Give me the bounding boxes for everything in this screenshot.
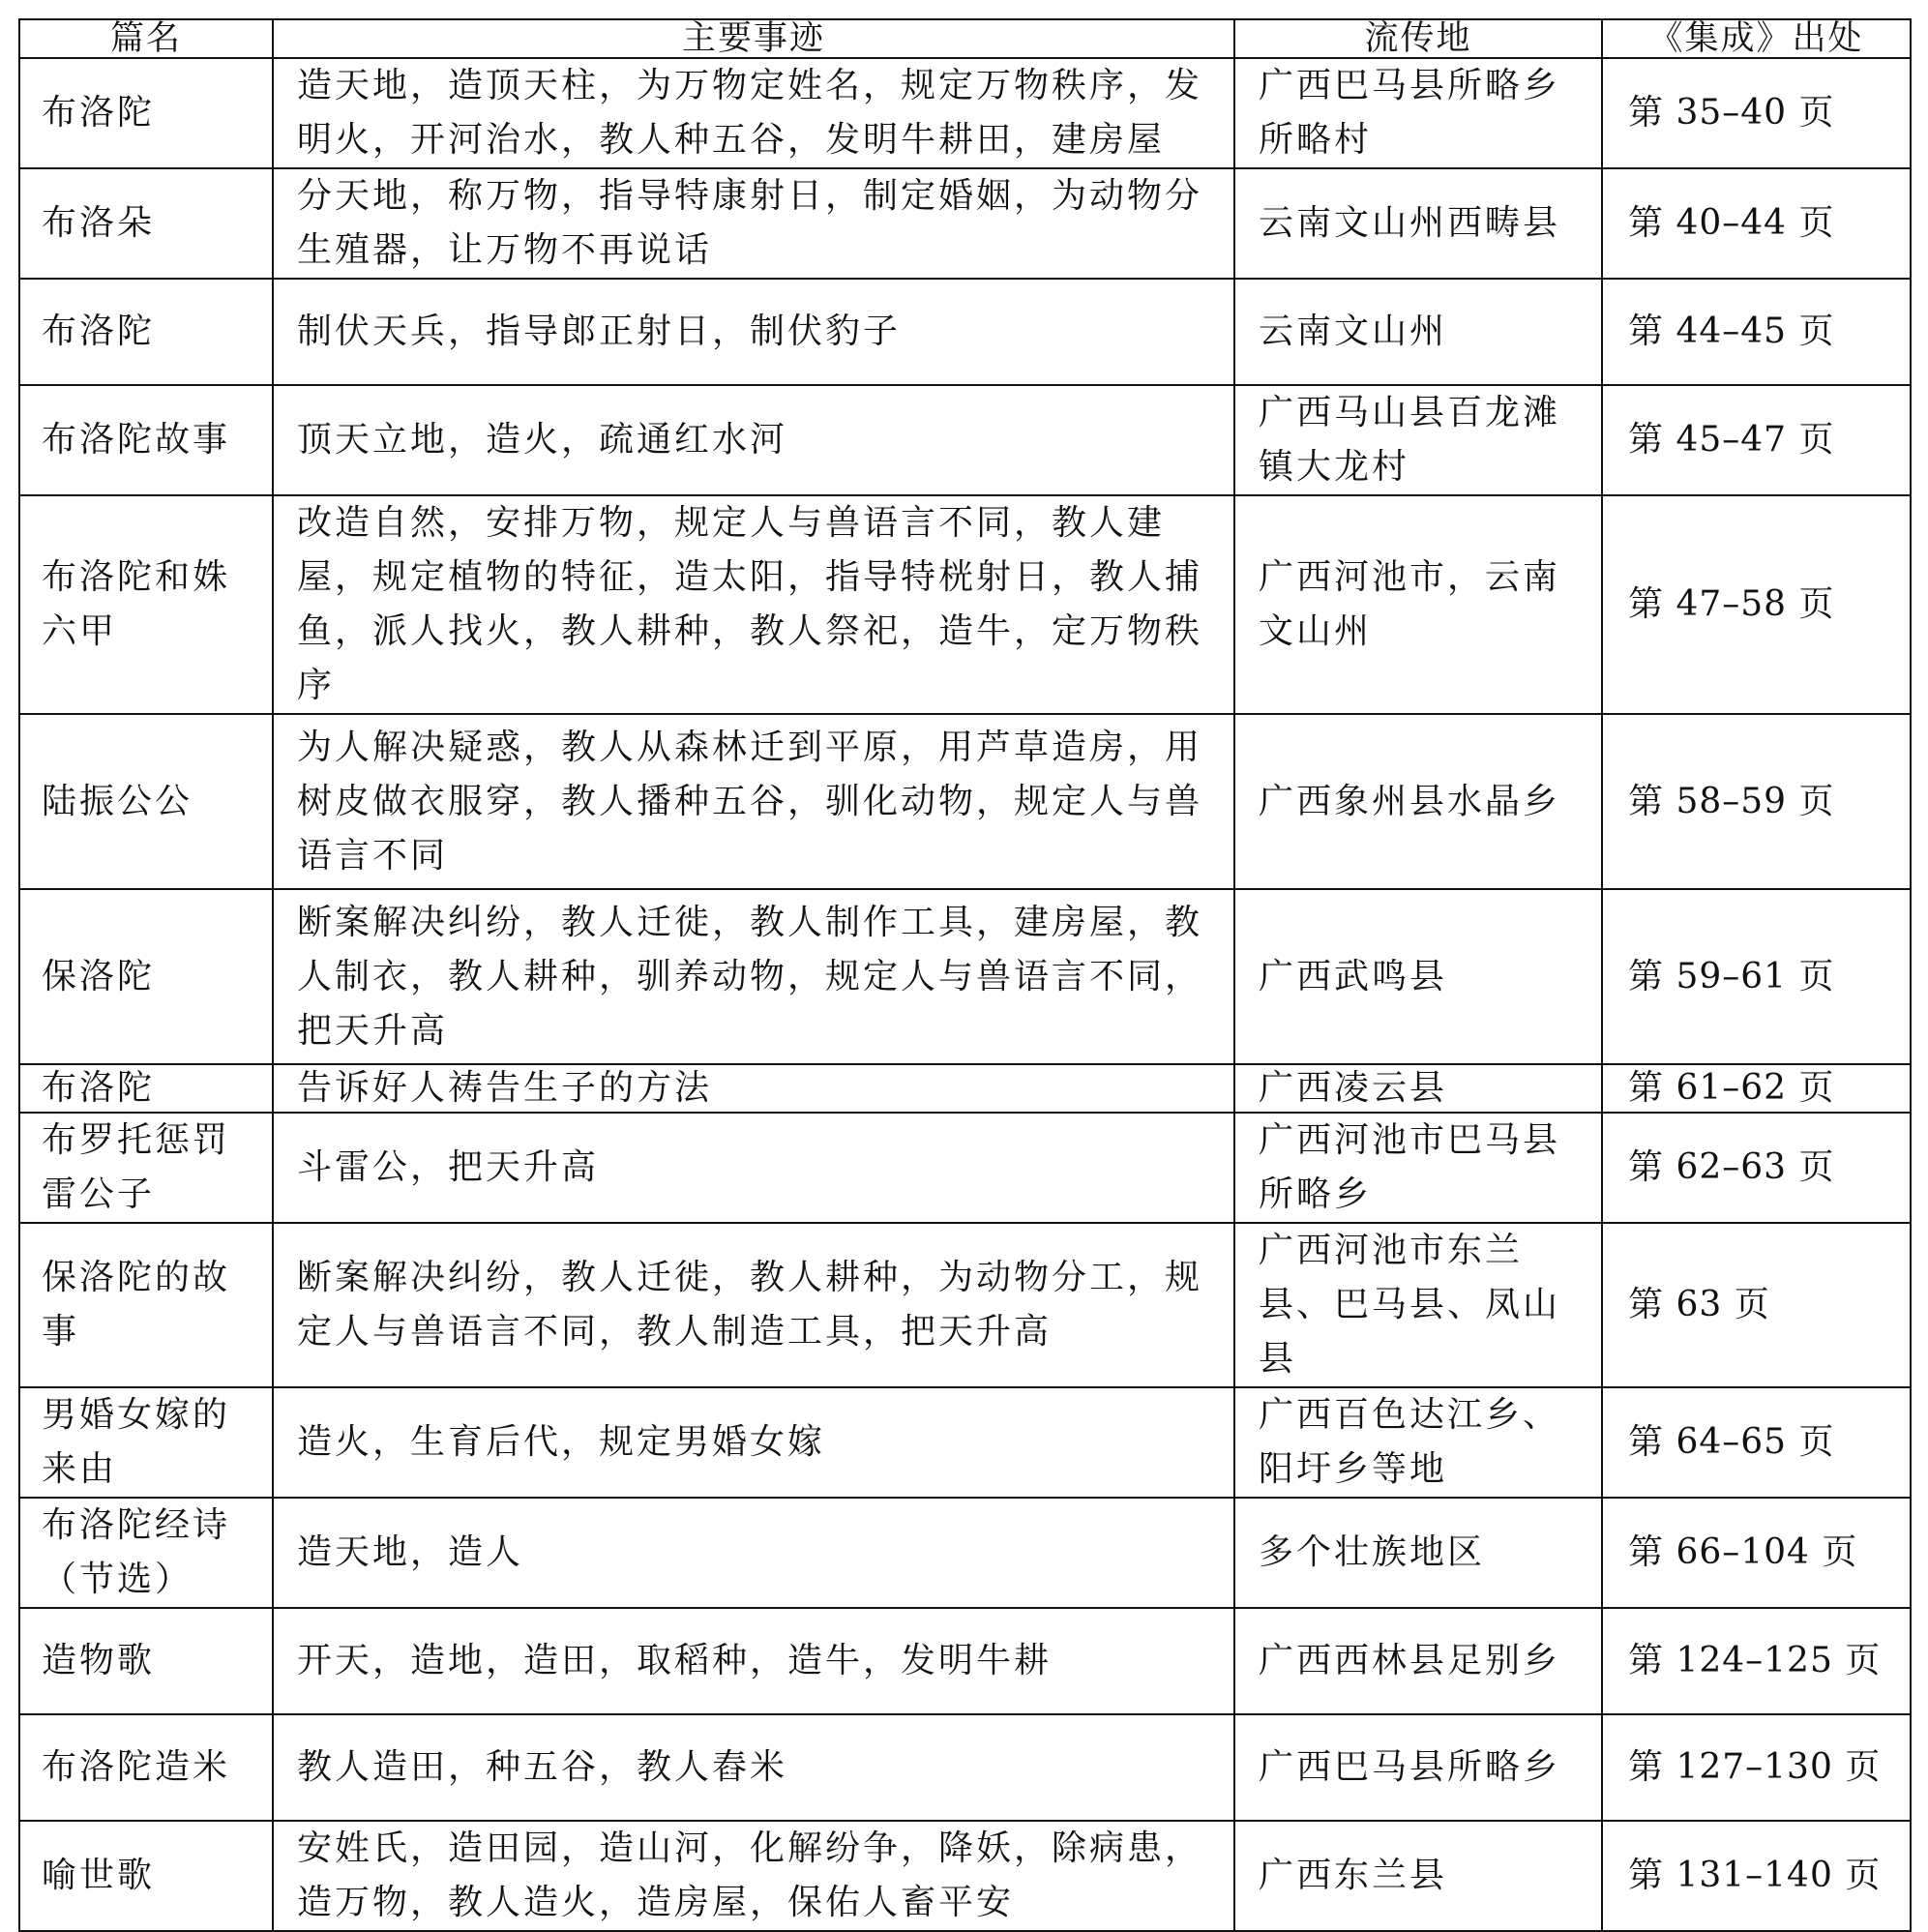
cell-place: 广西百色达江乡、阳圩乡等地: [1234, 1387, 1602, 1498]
cell-deeds: 造天地，造人: [273, 1498, 1234, 1608]
header-deeds: 主要事迹: [273, 19, 1234, 58]
header-source: 《集成》出处: [1602, 19, 1911, 58]
cell-title: 布洛陀: [19, 58, 273, 168]
cell-deeds: 为人解决疑惑，教人从森林迁到平原，用芦草造房，用树皮做衣服穿，教人播种五谷，驯化动物，规定人与兽语言不同: [273, 714, 1234, 889]
table-row: [19, 1113, 1911, 1223]
table-row: [19, 1498, 1911, 1608]
table-row: [19, 1387, 1911, 1498]
cell-title: 布洛陀和姝六甲: [19, 495, 273, 714]
cell-deeds: 造火，生育后代，规定男婚女嫁: [273, 1387, 1234, 1498]
cell-deeds: 教人造田，种五谷，教人舂米: [273, 1714, 1234, 1821]
cell-place: 广西凌云县: [1234, 1064, 1602, 1113]
cell-page: 第 40–44 页: [1602, 168, 1911, 279]
table-row: [19, 495, 1911, 714]
cell-place: 广西河池市，云南文山州: [1234, 495, 1602, 714]
cell-title: 保洛陀的故事: [19, 1223, 273, 1387]
table-header: [19, 19, 1911, 58]
table-body: [19, 58, 1911, 1931]
cell-place: 广西武鸣县: [1234, 889, 1602, 1064]
header-place: 流传地: [1234, 19, 1602, 58]
table-row: [19, 1223, 1911, 1387]
table-row: [19, 168, 1911, 279]
cell-place: 云南文山州西畴县: [1234, 168, 1602, 279]
table-row: [19, 714, 1911, 889]
cell-title: 布洛陀经诗（节选）: [19, 1498, 273, 1608]
cell-title: 布罗托惩罚雷公子: [19, 1113, 273, 1223]
cell-place: 广西象州县水晶乡: [1234, 714, 1602, 889]
cell-page: 第 47–58 页: [1602, 495, 1911, 714]
cell-title: 造物歌: [19, 1608, 273, 1714]
cell-deeds: 开天，造地，造田，取稻种，造牛，发明牛耕: [273, 1608, 1234, 1714]
cell-title: 布洛陀: [19, 279, 273, 385]
cell-place: 广西河池市东兰县、巴马县、凤山县: [1234, 1223, 1602, 1387]
cell-page: 第 64–65 页: [1602, 1387, 1911, 1498]
cell-page: 第 63 页: [1602, 1223, 1911, 1387]
cell-deeds: 改造自然，安排万物，规定人与兽语言不同，教人建屋，规定植物的特征，造太阳，指导特桄射日，教人捕鱼，派人找火，教人耕种，教人祭祀，造牛，定万物秩序: [273, 495, 1234, 714]
cell-title: 保洛陀: [19, 889, 273, 1064]
cell-deeds: 告诉好人祷告生子的方法: [273, 1064, 1234, 1113]
cell-deeds: 安姓氏，造田园，造山河，化解纷争，降妖，除病患，造万物，教人造火，造房屋，保佑人畜平安: [273, 1821, 1234, 1931]
cell-title: 布洛陀: [19, 1064, 273, 1113]
cell-place: 广西巴马县所略乡所略村: [1234, 58, 1602, 168]
cell-page: 第 35–40 页: [1602, 58, 1911, 168]
cell-title: 布洛陀造米: [19, 1714, 273, 1821]
cell-page: 第 58–59 页: [1602, 714, 1911, 889]
cell-deeds: 顶天立地，造火，疏通红水河: [273, 385, 1234, 495]
cell-page: 第 45–47 页: [1602, 385, 1911, 495]
cell-deeds: 斗雷公，把天升高: [273, 1113, 1234, 1223]
header-row: [19, 19, 1911, 58]
table-container: [18, 18, 1910, 1932]
table-row: [19, 385, 1911, 495]
cell-deeds: 制伏天兵，指导郎正射日，制伏豹子: [273, 279, 1234, 385]
cell-deeds: 断案解决纠纷，教人迁徙，教人耕种，为动物分工，规定人与兽语言不同，教人制造工具，把天升高: [273, 1223, 1234, 1387]
table-row: [19, 1714, 1911, 1821]
table-row: [19, 1064, 1911, 1113]
cell-place: 广西巴马县所略乡: [1234, 1714, 1602, 1821]
table-row: [19, 58, 1911, 168]
cell-deeds: 断案解决纠纷，教人迁徙，教人制作工具，建房屋，教人制衣，教人耕种，驯养动物，规定人与兽语言不同，把天升高: [273, 889, 1234, 1064]
cell-place: 多个壮族地区: [1234, 1498, 1602, 1608]
table-row: [19, 1608, 1911, 1714]
table-row: [19, 279, 1911, 385]
cell-title: 陆振公公: [19, 714, 273, 889]
cell-deeds: 分天地，称万物，指导特康射日，制定婚姻，为动物分生殖器，让万物不再说话: [273, 168, 1234, 279]
epic-records-table: [18, 18, 1912, 1932]
cell-page: 第 124–125 页: [1602, 1608, 1911, 1714]
cell-title: 男婚女嫁的来由: [19, 1387, 273, 1498]
cell-page: 第 127–130 页: [1602, 1714, 1911, 1821]
cell-page: 第 59–61 页: [1602, 889, 1911, 1064]
cell-title: 布洛朵: [19, 168, 273, 279]
cell-page: 第 66–104 页: [1602, 1498, 1911, 1608]
cell-place: 广西马山县百龙滩镇大龙村: [1234, 385, 1602, 495]
cell-place: 云南文山州: [1234, 279, 1602, 385]
cell-deeds: 造天地，造顶天柱，为万物定姓名，规定万物秩序，发明火，开河治水，教人种五谷，发明牛耕田，建房屋: [273, 58, 1234, 168]
cell-page: 第 44–45 页: [1602, 279, 1911, 385]
cell-page: 第 131–140 页: [1602, 1821, 1911, 1931]
table-row: [19, 1821, 1911, 1931]
cell-place: 广西河池市巴马县所略乡: [1234, 1113, 1602, 1223]
table-row: [19, 889, 1911, 1064]
cell-place: 广西东兰县: [1234, 1821, 1602, 1931]
cell-place: 广西西林县足别乡: [1234, 1608, 1602, 1714]
cell-title: 喻世歌: [19, 1821, 273, 1931]
cell-page: 第 62–63 页: [1602, 1113, 1911, 1223]
cell-title: 布洛陀故事: [19, 385, 273, 495]
cell-page: 第 61–62 页: [1602, 1064, 1911, 1113]
header-title: 篇名: [19, 19, 273, 58]
